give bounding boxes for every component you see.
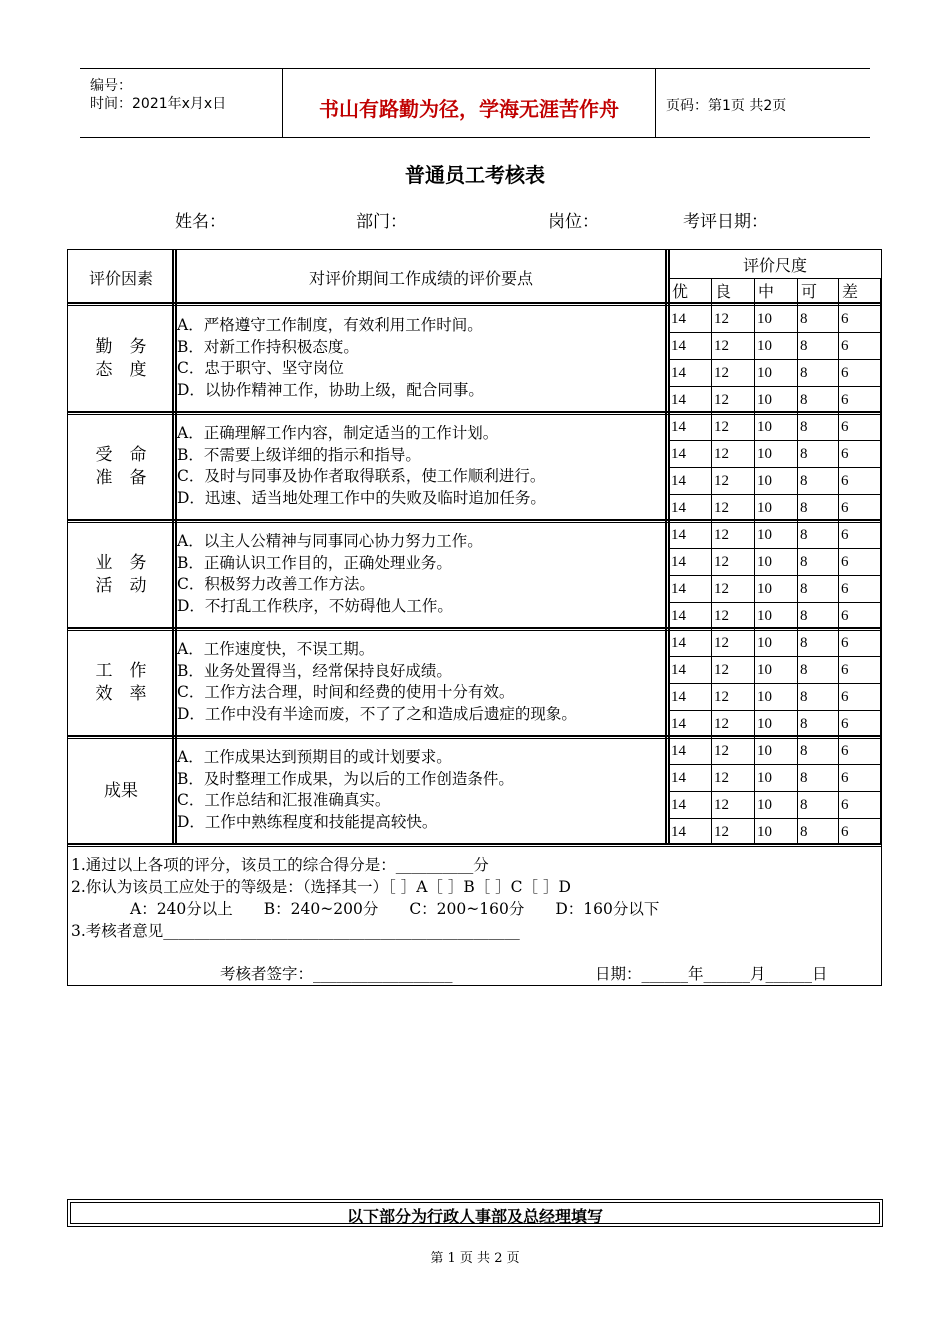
score-cell: 6 bbox=[841, 635, 849, 651]
score-cell: 10 bbox=[757, 662, 772, 678]
criteria-item: D．工作中熟练程度和技能提高较快。 bbox=[177, 812, 438, 831]
header-page-cell bbox=[656, 69, 870, 137]
score-cell: 10 bbox=[757, 392, 772, 408]
score-col-right bbox=[880, 278, 881, 845]
score-cell: 6 bbox=[841, 770, 849, 786]
score-cell: 14 bbox=[671, 527, 686, 543]
score-cell: 12 bbox=[714, 716, 729, 732]
score-cell: 14 bbox=[671, 824, 686, 840]
name-label: 姓名： bbox=[175, 212, 226, 232]
score-cell: 12 bbox=[714, 743, 729, 759]
score-cell: 10 bbox=[757, 581, 772, 597]
score-cell: 12 bbox=[714, 824, 729, 840]
score-row-rule bbox=[668, 791, 880, 792]
factor-line: 成果 bbox=[104, 780, 138, 801]
score-cell: 12 bbox=[714, 527, 729, 543]
score-cell: 10 bbox=[757, 716, 772, 732]
score-col-divider bbox=[754, 278, 755, 845]
col-header-factor: 评价因素 bbox=[88, 269, 153, 288]
score-cell: 10 bbox=[757, 365, 772, 381]
document-header bbox=[80, 68, 870, 138]
score-cell: 8 bbox=[800, 446, 808, 462]
score-cell: 12 bbox=[714, 689, 729, 705]
reviewer-signature-line: 考核者签字：__________________ bbox=[220, 965, 453, 983]
score-cell: 12 bbox=[714, 446, 729, 462]
divider-factor bbox=[172, 250, 174, 845]
criteria-item: C．工作方法合理，时间和经费的使用十分有效。 bbox=[177, 683, 515, 701]
factor-line: 活 动 bbox=[95, 576, 147, 596]
serial-label: 编号： bbox=[90, 78, 132, 94]
criteria-item: C．及时与同事及协作者取得联系，使工作顺利进行。 bbox=[177, 467, 546, 485]
score-cell: 10 bbox=[757, 743, 772, 759]
section-rule-inner bbox=[68, 846, 881, 847]
factor-line: 态 度 bbox=[95, 360, 147, 380]
score-cell: 8 bbox=[800, 743, 808, 759]
score-cell: 14 bbox=[671, 770, 686, 786]
score-cell: 8 bbox=[800, 608, 808, 624]
score-cell: 8 bbox=[800, 338, 808, 354]
dept-label: 部门： bbox=[356, 212, 407, 232]
score-cell: 12 bbox=[714, 635, 729, 651]
grade-header: 可 bbox=[801, 282, 818, 301]
score-row-rule bbox=[668, 359, 880, 360]
score-cell: 8 bbox=[800, 311, 808, 327]
score-cell: 6 bbox=[841, 716, 849, 732]
score-cell: 8 bbox=[800, 689, 808, 705]
score-row-rule bbox=[668, 683, 880, 684]
score-row-rule bbox=[668, 440, 880, 441]
section-rule bbox=[68, 519, 881, 521]
score-cell: 14 bbox=[671, 608, 686, 624]
criteria-item: D．不打乱工作秩序，不妨碍他人工作。 bbox=[177, 596, 453, 615]
score-cell: 10 bbox=[757, 500, 772, 516]
factor-label bbox=[69, 780, 173, 803]
score-cell: 14 bbox=[671, 797, 686, 813]
score-cell: 10 bbox=[757, 608, 772, 624]
score-cell: 12 bbox=[714, 770, 729, 786]
score-cell: 8 bbox=[800, 365, 808, 381]
score-cell: 6 bbox=[841, 662, 849, 678]
banner-text: 以下部分为行政人事部及总经理填写 bbox=[346, 1207, 603, 1226]
score-cell: 6 bbox=[841, 338, 849, 354]
score-cell: 6 bbox=[841, 500, 849, 516]
score-cell: 12 bbox=[714, 392, 729, 408]
divider-criteria bbox=[665, 250, 667, 845]
score-cell: 6 bbox=[841, 797, 849, 813]
score-cell: 10 bbox=[757, 689, 772, 705]
score-cell: 14 bbox=[671, 581, 686, 597]
score-cell: 14 bbox=[671, 635, 686, 651]
score-cell: 8 bbox=[800, 716, 808, 732]
score-cell: 8 bbox=[800, 824, 808, 840]
score-cell: 8 bbox=[800, 500, 808, 516]
page-footer: 第 1 页 共 2 页 bbox=[430, 1251, 520, 1266]
score-cell: 6 bbox=[841, 365, 849, 381]
time-label: 时间：2021年x月x日 bbox=[90, 96, 227, 112]
score-cell: 10 bbox=[757, 446, 772, 462]
score-row-rule bbox=[668, 764, 880, 765]
score-cell: 6 bbox=[841, 473, 849, 489]
score-cell: 10 bbox=[757, 770, 772, 786]
score-cell: 10 bbox=[757, 311, 772, 327]
score-cell: 8 bbox=[800, 581, 808, 597]
score-cell: 12 bbox=[714, 797, 729, 813]
header-rule-inner bbox=[68, 305, 881, 306]
score-cell: 14 bbox=[671, 473, 686, 489]
score-row-rule bbox=[668, 467, 880, 468]
scale-header-rule bbox=[668, 278, 880, 279]
score-cell: 8 bbox=[800, 797, 808, 813]
score-cell: 12 bbox=[714, 500, 729, 516]
score-col-divider bbox=[797, 278, 798, 845]
factor-line: 业 务 bbox=[95, 553, 147, 573]
score-cell: 14 bbox=[671, 338, 686, 354]
criteria-item: A．工作成果达到预期目的或计划要求。 bbox=[177, 748, 452, 766]
grade-header: 中 bbox=[758, 282, 775, 301]
score-cell: 12 bbox=[714, 311, 729, 327]
grade-header: 良 bbox=[715, 282, 732, 301]
score-cell: 14 bbox=[671, 446, 686, 462]
score-row-rule bbox=[668, 548, 880, 549]
grade-choice-line: 2.你认为该员工应处于的等级是：（选择其一）［ ］A［ ］B［ ］C［ ］D bbox=[71, 878, 571, 896]
factor-line: 勤 务 bbox=[95, 337, 147, 357]
score-cell: 6 bbox=[841, 527, 849, 543]
score-cell: 6 bbox=[841, 419, 849, 435]
factor-line: 受 命 bbox=[95, 445, 147, 465]
score-cell: 8 bbox=[800, 419, 808, 435]
criteria-item: A．以主人公精神与同事同心协力努力工作。 bbox=[177, 532, 483, 550]
motto-text: 书山有路勤为径，学海无涯苦作舟 bbox=[319, 97, 619, 121]
signature-date-line: 日期：______年______月______日 bbox=[595, 965, 828, 983]
section-rule-inner bbox=[68, 522, 881, 523]
criteria-item: D．以协作精神工作，协助上级，配合同事。 bbox=[177, 380, 484, 399]
score-cell: 12 bbox=[714, 662, 729, 678]
page-code: 页码：第1页 共2页 bbox=[666, 98, 787, 114]
score-row-rule bbox=[668, 332, 880, 333]
score-row-rule bbox=[668, 602, 880, 603]
score-col-divider bbox=[838, 278, 839, 845]
score-row-rule bbox=[668, 575, 880, 576]
section-rule bbox=[68, 411, 881, 413]
criteria-item: C．工作总结和汇报准确真实。 bbox=[177, 791, 391, 809]
score-cell: 14 bbox=[671, 743, 686, 759]
score-row-rule bbox=[668, 494, 880, 495]
score-cell: 12 bbox=[714, 338, 729, 354]
score-cell: 6 bbox=[841, 311, 849, 327]
criteria-item: D．工作中没有半途而废，不了了之和造成后遗症的现象。 bbox=[177, 704, 577, 723]
score-cell: 14 bbox=[671, 311, 686, 327]
score-cell: 14 bbox=[671, 365, 686, 381]
score-cell: 8 bbox=[800, 392, 808, 408]
score-cell: 14 bbox=[671, 689, 686, 705]
col-header-scale: 评价尺度 bbox=[742, 256, 807, 275]
factor-line: 效 率 bbox=[95, 684, 147, 704]
score-cell: 14 bbox=[671, 662, 686, 678]
factor-label bbox=[69, 336, 173, 382]
section-rule-inner bbox=[68, 414, 881, 415]
score-cell: 12 bbox=[714, 581, 729, 597]
score-cell: 8 bbox=[800, 635, 808, 651]
reviewer-opinion-line: 3.考核者意见______________________________________________ bbox=[71, 922, 520, 940]
score-cell: 14 bbox=[671, 392, 686, 408]
score-cell: 6 bbox=[841, 554, 849, 570]
factor-line: 工 作 bbox=[95, 661, 147, 681]
score-cell: 14 bbox=[671, 419, 686, 435]
grade-levels-line: A：240分以上 B：240~200分 C：200~160分 D：160分以下 bbox=[130, 900, 660, 918]
score-cell: 6 bbox=[841, 581, 849, 597]
criteria-item: A．工作速度快，不误工期。 bbox=[177, 640, 375, 658]
score-cell: 12 bbox=[714, 419, 729, 435]
col-header-criteria: 对评价期间工作成绩的评价要点 bbox=[308, 269, 533, 288]
score-cell: 8 bbox=[800, 770, 808, 786]
score-cell: 14 bbox=[671, 716, 686, 732]
criteria-item: A．正确理解工作内容，制定适当的工作计划。 bbox=[177, 424, 499, 442]
score-cell: 10 bbox=[757, 797, 772, 813]
score-cell: 10 bbox=[757, 635, 772, 651]
section-rule bbox=[68, 843, 881, 845]
score-cell: 10 bbox=[757, 338, 772, 354]
score-cell: 6 bbox=[841, 743, 849, 759]
admin-section-banner bbox=[67, 1199, 883, 1227]
score-cell: 6 bbox=[841, 689, 849, 705]
grade-header: 优 bbox=[672, 282, 689, 301]
criteria-item: B．对新工作持积极态度。 bbox=[177, 337, 359, 356]
score-cell: 6 bbox=[841, 392, 849, 408]
score-col-divider bbox=[711, 278, 712, 845]
score-cell: 6 bbox=[841, 446, 849, 462]
score-cell: 10 bbox=[757, 824, 772, 840]
header-meta-cell bbox=[80, 69, 283, 137]
grade-header: 差 bbox=[842, 282, 859, 301]
criteria-item: D．迅速、适当地处理工作中的失败及临时追加任务。 bbox=[177, 488, 546, 507]
post-label: 岗位： bbox=[548, 212, 599, 232]
criteria-item: B．正确认识工作目的，正确处理业务。 bbox=[177, 553, 452, 572]
score-cell: 12 bbox=[714, 365, 729, 381]
score-cell: 8 bbox=[800, 662, 808, 678]
criteria-item: B．及时整理工作成果，为以后的工作创造条件。 bbox=[177, 769, 514, 788]
score-cell: 8 bbox=[800, 554, 808, 570]
score-cell: 8 bbox=[800, 473, 808, 489]
score-cell: 12 bbox=[714, 473, 729, 489]
score-cell: 6 bbox=[841, 608, 849, 624]
score-cell: 14 bbox=[671, 500, 686, 516]
factor-label bbox=[69, 660, 173, 706]
score-cell: 12 bbox=[714, 608, 729, 624]
criteria-item: C．积极努力改善工作方法。 bbox=[177, 575, 375, 593]
score-cell: 6 bbox=[841, 824, 849, 840]
score-row-rule bbox=[668, 386, 880, 387]
score-cell: 10 bbox=[757, 554, 772, 570]
factor-label bbox=[69, 552, 173, 598]
header-rule bbox=[68, 302, 881, 304]
score-cell: 8 bbox=[800, 527, 808, 543]
score-cell: 14 bbox=[671, 554, 686, 570]
review-date-label: 考评日期： bbox=[683, 212, 768, 232]
evaluation-table bbox=[67, 249, 882, 986]
score-cell: 10 bbox=[757, 419, 772, 435]
total-score-line: 1.通过以上各项的评分，该员工的综合得分是：__________分 bbox=[71, 856, 489, 874]
score-row-rule bbox=[668, 656, 880, 657]
section-rule-inner bbox=[68, 738, 881, 739]
score-cell: 12 bbox=[714, 554, 729, 570]
score-cell: 10 bbox=[757, 473, 772, 489]
section-rule bbox=[68, 627, 881, 629]
score-row-rule bbox=[668, 710, 880, 711]
divider-factor-inner bbox=[175, 250, 177, 845]
criteria-item: B．业务处置得当，经常保持良好成绩。 bbox=[177, 661, 452, 680]
form-title: 普通员工考核表 bbox=[405, 163, 545, 187]
factor-line: 准 备 bbox=[95, 468, 147, 488]
section-rule-inner bbox=[68, 630, 881, 631]
criteria-item: B．不需要上级详细的指示和指导。 bbox=[177, 445, 421, 464]
factor-label bbox=[69, 444, 173, 490]
criteria-item: C．忠于职守、坚守岗位 bbox=[177, 359, 344, 377]
score-cell: 10 bbox=[757, 527, 772, 543]
score-row-rule bbox=[668, 818, 880, 819]
section-rule bbox=[68, 735, 881, 737]
header-motto-cell bbox=[283, 69, 656, 137]
criteria-item: A．严格遵守工作制度，有效利用工作时间。 bbox=[177, 316, 483, 334]
